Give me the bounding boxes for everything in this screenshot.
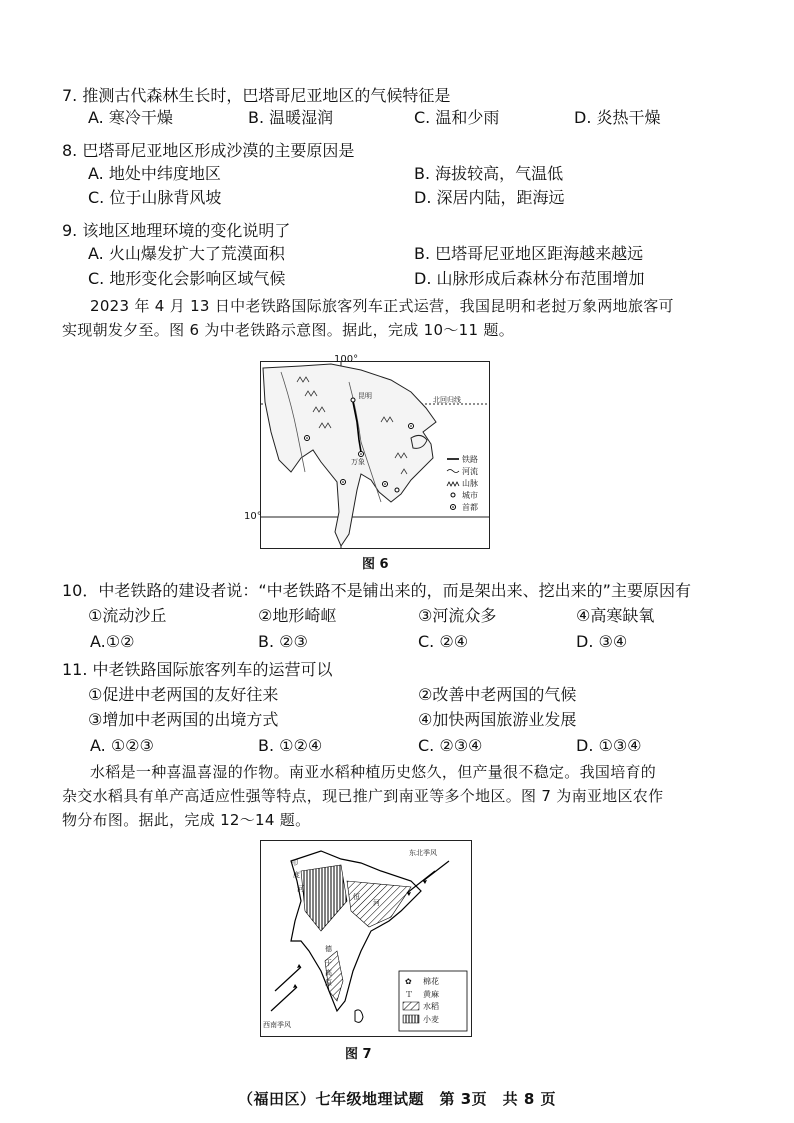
label-ne-monsoon: 东北季风	[409, 849, 437, 857]
q8-stem: 8. 巴塔哥尼亚地区形成沙漠的主要原因是	[62, 141, 355, 160]
q9-option-d[interactable]: D. 山脉形成后森林分布范围增加	[414, 269, 645, 288]
q8-option-c[interactable]: C. 位于山脉背风坡	[88, 188, 222, 207]
crops-map-svg	[261, 841, 471, 1036]
label-vientiane: 万象	[351, 458, 365, 466]
q10-option-a[interactable]: A.①②	[90, 632, 135, 651]
capital-marker-3-dot	[410, 425, 412, 427]
q10-stem: 10．中老铁路的建设者说：“中老铁路不是铺出来的，而是架出来、挖出来的”主要原因有	[62, 581, 691, 600]
capital-marker-2-dot	[342, 481, 344, 483]
q8-option-b[interactable]: B. 海拔较高，气温低	[414, 164, 564, 183]
intro-railway-paragraph	[62, 294, 738, 342]
label-du: 度	[293, 871, 300, 879]
q7-option-d[interactable]: D. 炎热干燥	[574, 108, 661, 127]
legend-city: 城市	[462, 491, 478, 500]
legend-river: 河流	[462, 467, 478, 476]
sri-lanka-outline	[355, 1010, 363, 1022]
q7-option-a[interactable]: A. 寒冷干燥	[88, 108, 173, 127]
q9-option-a[interactable]: A. 火山爆发扩大了荒漠面积	[88, 244, 285, 263]
label-yin: 印	[291, 859, 298, 867]
kunming-city-marker	[351, 398, 355, 402]
legend-jute: 黄麻	[423, 990, 439, 999]
q7-option-b[interactable]: B. 温暖湿润	[248, 108, 334, 127]
legend-rice: 水稻	[423, 1002, 439, 1011]
intro-rice-paragraph	[62, 760, 738, 832]
q11-option-d[interactable]: D. ①③④	[576, 736, 642, 755]
q10-option-c[interactable]: C. ②④	[418, 632, 469, 651]
label-gao: 高	[325, 969, 332, 977]
label-heng: 恒	[353, 893, 360, 901]
jute-icon: Ｔ	[405, 990, 413, 999]
legend-capital: 首都	[462, 503, 478, 512]
q11-option-c[interactable]: C. ②③④	[418, 736, 483, 755]
label-kunming: 昆明	[358, 392, 372, 400]
intro-rice-line-3: 物分布图。据此，完成 12～14 题。	[62, 811, 311, 829]
city-marker	[395, 488, 399, 492]
q7-stem: 7. 推测古代森林生长时，巴塔哥尼亚地区的气候特征是	[62, 86, 451, 105]
figure-6-railway-map	[260, 361, 490, 549]
intro-rice-line-1: 水稻是一种喜温喜湿的作物。南亚水稻种植历史悠久，但产量很不稳定。我国培育的	[90, 763, 657, 781]
q8-option-d[interactable]: D. 深居内陆，距海远	[414, 188, 565, 207]
label-he1: 河	[297, 885, 304, 893]
q10-item-2: ②地形崎岖	[258, 606, 337, 625]
q11-stem: 11. 中老铁路国际旅客列车的运营可以	[62, 660, 333, 679]
q10-item-1: ①流动沙丘	[88, 606, 167, 625]
capital-marker-4-dot	[384, 483, 386, 485]
q9-option-c[interactable]: C. 地形变化会影响区域气候	[88, 269, 286, 288]
label-10-degree: 10°	[244, 511, 262, 522]
intro-railway-line-2: 实现朝发夕至。图 6 为中老铁路示意图。据此，完成 10～11 题。	[62, 321, 514, 339]
q11-item-1: ①促进中老两国的友好往来	[88, 685, 279, 704]
page-footer: （福田区）七年级地理试题 第 3页 共 8 页	[237, 1090, 557, 1108]
label-gan: 干	[325, 959, 332, 967]
vientiane-capital-dot	[360, 453, 362, 455]
q10-option-b[interactable]: B. ②③	[258, 632, 308, 651]
intro-rice-line-2: 杂交水稻具有单产高适应性强等特点，现已推广到南亚等多个地区。图 7 为南亚地区农作	[62, 787, 664, 805]
label-tropic: 北回归线	[433, 396, 461, 404]
cotton-icon: ✿	[405, 977, 412, 986]
q11-option-a[interactable]: A. ①②③	[90, 736, 154, 755]
railway-map-svg	[261, 362, 489, 548]
label-100-degree: 100°	[334, 354, 359, 365]
legend-cotton: 棉花	[423, 977, 439, 986]
legend-mountain: 山脉	[462, 479, 478, 488]
q7-option-c[interactable]: C. 温和少雨	[414, 108, 500, 127]
figure-7-caption: 图 7	[345, 1047, 372, 1062]
q10-item-3: ③河流众多	[418, 606, 497, 625]
legend-railway: 铁路	[462, 455, 478, 464]
label-he2: 河	[373, 899, 380, 907]
q11-item-4: ④加快两国旅游业发展	[418, 710, 577, 729]
label-sw-monsoon: 西南季风	[263, 1021, 291, 1029]
q9-stem: 9. 该地区地理环境的变化说明了	[62, 221, 291, 240]
q9-option-b[interactable]: B. 巴塔哥尼亚地区距海越来越远	[414, 244, 644, 263]
q11-item-3: ③增加中老两国的出境方式	[88, 710, 279, 729]
intro-railway-line-1: 2023 年 4 月 13 日中老铁路国际旅客列车正式运营，我国昆明和老挝万象两地旅客可	[90, 297, 674, 315]
q11-item-2: ②改善中老两国的气候	[418, 685, 577, 704]
legend-wheat: 小麦	[423, 1015, 439, 1024]
figure-6-legend	[447, 454, 478, 512]
capital-marker-1-dot	[306, 437, 308, 439]
q8-option-a[interactable]: A. 地处中纬度地区	[88, 164, 221, 183]
label-yuan: 原	[325, 979, 332, 987]
label-de: 德	[325, 945, 332, 953]
q11-option-b[interactable]: B. ①②④	[258, 736, 323, 755]
q10-item-4: ④高寒缺氧	[576, 606, 655, 625]
figure-6-caption: 图 6	[362, 557, 389, 572]
q10-option-d[interactable]: D. ③④	[576, 632, 628, 651]
figure-7-crops-map	[260, 840, 472, 1037]
figure-7-legend	[399, 971, 467, 1031]
landmass-shape	[263, 364, 436, 546]
